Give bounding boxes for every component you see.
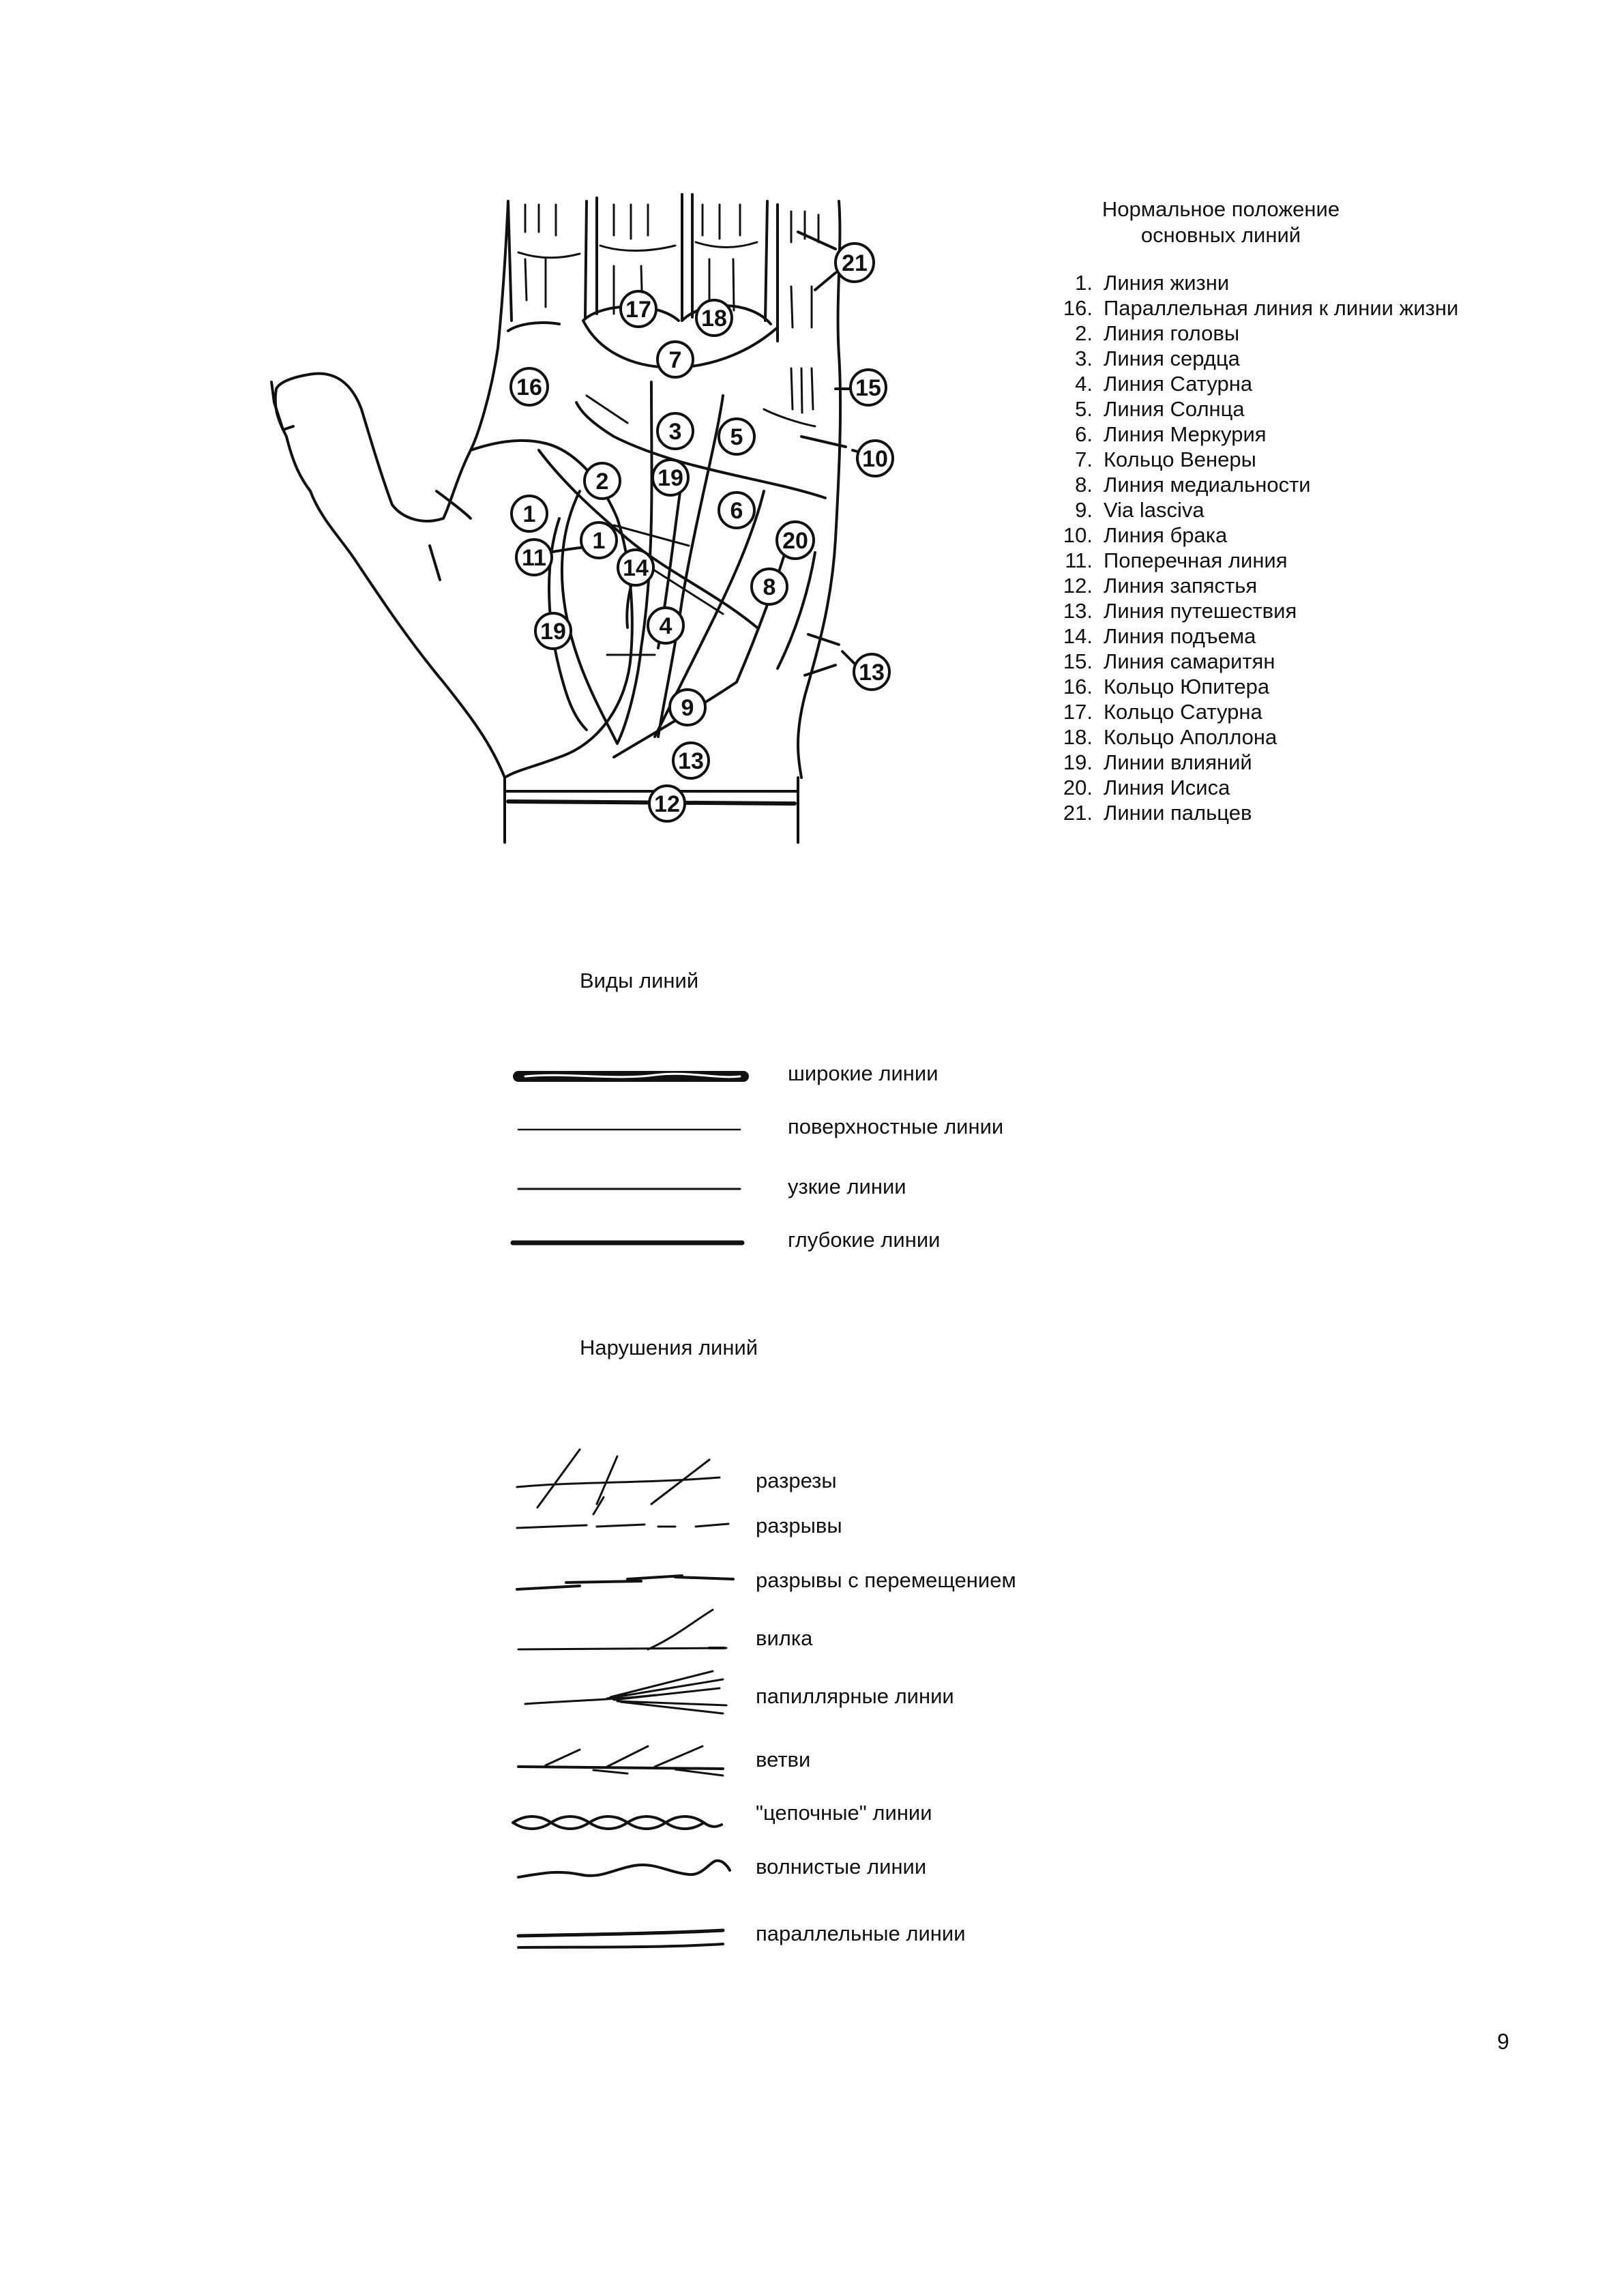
legend-item-number: 18. bbox=[1063, 725, 1093, 749]
legend-item bbox=[1037, 346, 1460, 371]
legend-item-text: Via lasciva bbox=[1104, 498, 1204, 522]
isis-line-20 bbox=[778, 553, 815, 668]
svg-text:14: 14 bbox=[623, 555, 649, 581]
legend-item-number: 2. bbox=[1075, 321, 1093, 345]
disruption-label-cuts: разрезы bbox=[756, 1469, 837, 1492]
svg-text:15: 15 bbox=[855, 375, 881, 401]
ring-jupiter-16 bbox=[508, 323, 559, 331]
legend-item-number: 13. bbox=[1063, 599, 1093, 623]
marker-12 bbox=[649, 786, 685, 821]
legend-item bbox=[1037, 523, 1460, 548]
marker-15 bbox=[851, 370, 886, 405]
svg-text:19: 19 bbox=[657, 465, 683, 491]
marker-7 bbox=[657, 342, 693, 377]
sample-chain-lines bbox=[513, 1816, 722, 1829]
legend-item-text: Поперечная линия bbox=[1104, 548, 1288, 572]
travel-line-13 bbox=[805, 634, 839, 675]
legend-item bbox=[1037, 422, 1460, 447]
legend-item bbox=[1037, 649, 1460, 674]
marker-21-text: 21 bbox=[842, 250, 868, 276]
legend-item bbox=[1037, 699, 1460, 724]
legend-item-text: Линия брака bbox=[1104, 523, 1228, 547]
svg-text:9: 9 bbox=[681, 695, 694, 721]
legend-item-number: 12. bbox=[1063, 574, 1093, 598]
svg-text:5: 5 bbox=[730, 424, 743, 450]
marker-11 bbox=[516, 540, 552, 575]
legend-item bbox=[1037, 472, 1460, 497]
marker-13 bbox=[854, 654, 889, 690]
disruption-label-parallel: параллельные линии bbox=[756, 1922, 966, 1945]
legend-item-text: Параллельная линия к линии жизни bbox=[1104, 296, 1459, 320]
sample-displaced-breaks bbox=[517, 1576, 733, 1589]
disruption-label-fork: вилка bbox=[756, 1626, 813, 1650]
legend-item-text: Линия головы bbox=[1104, 321, 1240, 345]
svg-text:18: 18 bbox=[701, 306, 727, 332]
marker-17 bbox=[621, 291, 656, 327]
legend-item bbox=[1037, 724, 1460, 750]
svg-text:12: 12 bbox=[654, 791, 680, 817]
marker-1 bbox=[581, 523, 617, 558]
disruption-label-branches: ветви bbox=[756, 1748, 811, 1771]
marker-8 bbox=[752, 569, 787, 604]
marker-5 bbox=[719, 419, 754, 454]
svg-text:7: 7 bbox=[668, 347, 682, 373]
marker-20 bbox=[777, 522, 814, 559]
marker-18 bbox=[696, 300, 732, 336]
svg-text:17: 17 bbox=[625, 297, 651, 323]
marker-13b bbox=[673, 743, 709, 778]
legend-item-text: Кольцо Юпитера bbox=[1104, 675, 1270, 698]
disruption-label-chain: "цепочные" линии bbox=[756, 1801, 932, 1825]
disruptions-title: Нарушения линий bbox=[580, 1336, 758, 1359]
svg-text:10: 10 bbox=[862, 446, 888, 472]
marker-4 bbox=[648, 608, 683, 643]
legend-title-line1: Нормальное положение bbox=[1102, 197, 1340, 221]
legend-item bbox=[1037, 800, 1460, 825]
marker-16 bbox=[511, 368, 548, 405]
disruption-label-papillary: папиллярные линии bbox=[756, 1684, 954, 1708]
svg-text:13: 13 bbox=[678, 748, 704, 774]
legend-item-text: Линия подъема bbox=[1104, 624, 1256, 648]
sample-breaks bbox=[517, 1524, 728, 1528]
legend-item-number: 19. bbox=[1063, 750, 1093, 774]
legend-item-number: 1. bbox=[1075, 271, 1093, 295]
legend-item bbox=[1037, 321, 1460, 346]
svg-text:1: 1 bbox=[522, 501, 536, 527]
finger-index bbox=[508, 201, 512, 321]
marker-9 bbox=[670, 690, 705, 725]
page-number: 9 bbox=[1497, 2029, 1509, 2054]
legend-item-text: Линия сердца bbox=[1104, 347, 1240, 370]
ascent-line-14 bbox=[627, 587, 631, 628]
legend-item-text: Линии влияний bbox=[1104, 750, 1252, 774]
line-type-label-surface: поверхностные линии bbox=[788, 1115, 1004, 1138]
marker-19a bbox=[653, 460, 688, 495]
disruption-label-displaced: разрывы с перемещением bbox=[756, 1568, 1016, 1592]
disruption-label-breaks: разрывы bbox=[756, 1514, 842, 1537]
legend-item-number: 16. bbox=[1063, 675, 1093, 698]
legend-item-number: 20. bbox=[1063, 776, 1093, 799]
legend-item bbox=[1037, 497, 1460, 523]
svg-text:4: 4 bbox=[659, 613, 673, 639]
legend-item-number: 21. bbox=[1063, 801, 1093, 825]
svg-text:16: 16 bbox=[516, 374, 542, 400]
finger-joint-creases bbox=[518, 242, 757, 258]
legend-item bbox=[1037, 598, 1460, 623]
legend-item-number: 3. bbox=[1075, 347, 1093, 370]
legend-item bbox=[1037, 623, 1460, 649]
pointer-21 bbox=[798, 232, 836, 290]
marker-3 bbox=[657, 413, 693, 449]
svg-text:3: 3 bbox=[668, 419, 682, 445]
legend-item-number: 10. bbox=[1063, 523, 1093, 547]
legend-item-text: Линия Меркурия bbox=[1104, 422, 1267, 446]
sample-papillary bbox=[525, 1671, 726, 1713]
svg-text:2: 2 bbox=[595, 469, 609, 495]
legend-item-text: Линия Солнца bbox=[1104, 397, 1245, 421]
line-type-label-narrow: узкие линии bbox=[788, 1175, 906, 1198]
marker-6 bbox=[719, 492, 754, 528]
line-type-label-deep: глубокие линии bbox=[788, 1228, 941, 1252]
legend-item-text: Линии пальцев bbox=[1104, 801, 1252, 825]
finger-index-r bbox=[585, 201, 587, 317]
legend-item bbox=[1037, 775, 1460, 800]
legend-item-number: 5. bbox=[1075, 397, 1093, 421]
legend-item-number: 11. bbox=[1065, 548, 1093, 572]
thumb-nail bbox=[271, 382, 293, 430]
marker-19b bbox=[535, 613, 571, 649]
legend-title bbox=[1064, 196, 1378, 248]
sample-branches bbox=[518, 1746, 723, 1776]
legend-item-text: Линия Сатурна bbox=[1104, 372, 1253, 396]
legend-item bbox=[1037, 674, 1460, 699]
legend-item bbox=[1037, 270, 1460, 295]
samaritan-lines-15 bbox=[791, 368, 813, 413]
svg-text:6: 6 bbox=[730, 498, 743, 524]
legend-item-number: 14. bbox=[1063, 624, 1093, 648]
legend-item-text: Линия путешествия bbox=[1104, 599, 1297, 623]
finger-lines bbox=[525, 205, 818, 327]
legend-list bbox=[1037, 270, 1460, 825]
legend-item-number: 17. bbox=[1063, 700, 1093, 724]
legend-item-text: Линия жизни bbox=[1104, 271, 1230, 295]
marker-14 bbox=[618, 550, 653, 585]
sample-wide-line bbox=[518, 1074, 743, 1077]
legend-item bbox=[1037, 447, 1460, 472]
legend-item bbox=[1037, 548, 1460, 573]
marker-10 bbox=[857, 441, 893, 476]
marker-1b bbox=[512, 496, 547, 531]
legend-item-number: 7. bbox=[1075, 447, 1093, 471]
legend-item-text: Линия Исиса bbox=[1104, 776, 1230, 799]
svg-text:11: 11 bbox=[522, 545, 546, 571]
legend-item-text: Линия запястья bbox=[1104, 574, 1258, 598]
legend-item-number: 4. bbox=[1075, 372, 1093, 396]
thumb-crease-2 bbox=[430, 546, 440, 580]
palm-outline-left-top bbox=[471, 201, 508, 450]
legend-item-number: 15. bbox=[1063, 649, 1093, 673]
svg-text:20: 20 bbox=[782, 528, 808, 554]
legend-item-text: Кольцо Сатурна bbox=[1104, 700, 1262, 724]
legend-item-number: 9. bbox=[1075, 498, 1093, 522]
marker-21 bbox=[836, 244, 874, 282]
legend-item-text: Линия медиальности bbox=[1104, 473, 1311, 497]
disruption-label-wavy: волнистые линии bbox=[756, 1855, 927, 1879]
line-types-title: Виды линий bbox=[580, 969, 699, 992]
legend-item-number: 6. bbox=[1075, 422, 1093, 446]
sample-parallel-lines bbox=[518, 1930, 723, 1947]
legend-item-text: Кольцо Венеры bbox=[1104, 447, 1256, 471]
legend-item bbox=[1037, 750, 1460, 775]
stray-lines bbox=[587, 396, 815, 655]
legend-item bbox=[1037, 371, 1460, 396]
svg-text:13: 13 bbox=[859, 660, 885, 686]
svg-text:19: 19 bbox=[540, 619, 566, 645]
sample-wavy-lines bbox=[518, 1861, 730, 1877]
line-type-label-wide: широкие линии bbox=[788, 1061, 938, 1085]
svg-text:8: 8 bbox=[763, 574, 776, 600]
legend-item-number: 16. bbox=[1063, 296, 1093, 320]
legend-item bbox=[1037, 573, 1460, 598]
marker-2 bbox=[585, 463, 620, 499]
legend-item-number: 8. bbox=[1075, 473, 1093, 497]
svg-text:1: 1 bbox=[592, 528, 606, 554]
sample-cuts bbox=[517, 1449, 720, 1514]
legend-item bbox=[1037, 295, 1460, 321]
thumb-outline-top bbox=[276, 374, 505, 778]
legend-title-line2: основных линий bbox=[1140, 223, 1301, 247]
legend-item bbox=[1037, 396, 1460, 422]
sample-fork bbox=[518, 1610, 726, 1649]
legend-item-text: Кольцо Аполлона bbox=[1104, 725, 1277, 749]
legend-item-text: Линия самаритян bbox=[1104, 649, 1275, 673]
finger-ring-r bbox=[765, 201, 767, 321]
